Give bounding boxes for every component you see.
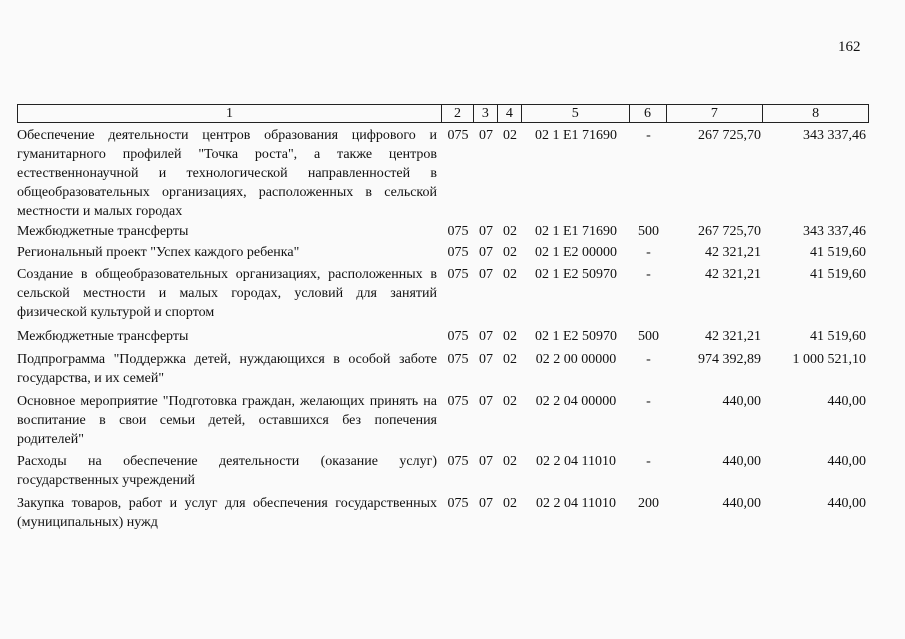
row-amount-col8: 343 337,46 bbox=[803, 224, 866, 239]
row-description: Подпрограмма "Поддержка детей, нуждающихся в особой заботе государства, и их семей" bbox=[17, 352, 437, 386]
row-section: 07 bbox=[479, 496, 493, 511]
row-target-article: 02 2 04 11010 bbox=[536, 496, 616, 511]
header-col-6: 6 bbox=[630, 105, 667, 122]
row-description: Создание в общеобразовательных организациях, расположенных в сельской местности и малых городах, условий для занятий физической культурой и спортом bbox=[17, 267, 437, 320]
row-target-article: 02 1 E2 50970 bbox=[534, 267, 618, 282]
row-subsection: 02 bbox=[503, 394, 517, 409]
header-col-8: 8 bbox=[812, 106, 820, 121]
table-row bbox=[17, 265, 869, 322]
row-ministry-code: 075 bbox=[447, 245, 469, 260]
header-col-4: 4 bbox=[498, 105, 522, 122]
row-expense-type: 500 bbox=[638, 329, 659, 344]
row-amount-col8: 41 519,60 bbox=[810, 329, 866, 344]
row-subsection: 02 bbox=[503, 454, 517, 469]
row-subsection: 02 bbox=[503, 496, 517, 511]
row-amount-col7: 440,00 bbox=[722, 496, 761, 511]
row-section: 07 bbox=[479, 454, 493, 469]
header-col-5: 5 bbox=[522, 105, 630, 122]
row-subsection: 02 bbox=[503, 245, 517, 260]
row-ministry-code: 075 bbox=[447, 394, 469, 409]
row-amount-col7: 267 725,70 bbox=[698, 224, 761, 239]
row-ministry-code: 075 bbox=[447, 352, 469, 367]
row-amount-col8: 41 519,60 bbox=[810, 267, 866, 282]
row-section: 07 bbox=[479, 329, 493, 344]
row-amount-col7: 440,00 bbox=[722, 454, 761, 469]
row-amount-col7: 440,00 bbox=[722, 394, 761, 409]
row-amount-col8: 440,00 bbox=[827, 454, 866, 469]
row-amount-col8: 440,00 bbox=[827, 394, 866, 409]
row-description: Закупка товаров, работ и услуг для обеспечения государственных (муниципальных) нужд bbox=[17, 496, 437, 530]
row-subsection: 02 bbox=[503, 329, 517, 344]
row-amount-col7: 267 725,70 bbox=[698, 128, 761, 143]
row-expense-type: - bbox=[646, 267, 651, 282]
row-amount-col7: 42 321,21 bbox=[705, 267, 761, 282]
row-amount-col8: 440,00 bbox=[827, 496, 866, 511]
row-target-article: 02 2 04 00000 bbox=[535, 394, 617, 409]
row-ministry-code: 075 bbox=[447, 496, 469, 511]
row-target-article: 02 2 00 00000 bbox=[535, 352, 617, 367]
header-col-1: 1 bbox=[18, 105, 442, 122]
row-ministry-code: 075 bbox=[447, 329, 469, 344]
table-header bbox=[17, 104, 869, 123]
row-amount-col7: 974 392,89 bbox=[698, 352, 761, 367]
row-expense-type: 500 bbox=[638, 224, 659, 239]
row-section: 07 bbox=[479, 394, 493, 409]
row-subsection: 02 bbox=[503, 224, 517, 239]
row-target-article: 02 1 E2 00000 bbox=[534, 245, 618, 260]
row-expense-type: - bbox=[646, 128, 651, 143]
row-amount-col7: 42 321,21 bbox=[705, 245, 761, 260]
row-expense-type: 200 bbox=[638, 496, 659, 511]
table-row bbox=[17, 494, 869, 532]
row-section: 07 bbox=[479, 245, 493, 260]
row-target-article: 02 1 E1 71690 bbox=[534, 224, 618, 239]
row-description: Региональный проект "Успех каждого ребенка" bbox=[17, 245, 300, 260]
header-col-2: 2 bbox=[442, 105, 474, 122]
row-subsection: 02 bbox=[503, 267, 517, 282]
table-row bbox=[17, 392, 869, 449]
row-ministry-code: 075 bbox=[447, 224, 469, 239]
table-row bbox=[17, 327, 869, 346]
table-row bbox=[17, 126, 869, 221]
row-expense-type: - bbox=[646, 352, 651, 367]
table-row bbox=[17, 350, 869, 388]
row-ministry-code: 075 bbox=[447, 128, 469, 143]
header-col-3: 3 bbox=[474, 105, 498, 122]
row-amount-col8: 1 000 521,10 bbox=[792, 352, 866, 367]
row-section: 07 bbox=[479, 267, 493, 282]
row-target-article: 02 1 E1 71690 bbox=[534, 128, 618, 143]
row-description: Расходы на обеспечение деятельности (оказание услуг) государственных учреждений bbox=[17, 454, 437, 488]
row-subsection: 02 bbox=[503, 352, 517, 367]
row-amount-col8: 41 519,60 bbox=[810, 245, 866, 260]
row-ministry-code: 075 bbox=[447, 267, 469, 282]
table-row bbox=[17, 222, 869, 241]
row-subsection: 02 bbox=[503, 128, 517, 143]
row-expense-type: - bbox=[646, 454, 651, 469]
row-expense-type: - bbox=[646, 394, 651, 409]
row-section: 07 bbox=[479, 224, 493, 239]
row-target-article: 02 2 04 11010 bbox=[536, 454, 616, 469]
row-section: 07 bbox=[479, 128, 493, 143]
row-section: 07 bbox=[479, 352, 493, 367]
header-col-7: 7 bbox=[667, 105, 764, 122]
row-description: Основное мероприятие "Подготовка граждан, желающих принять на воспитание в свои семьи детей, оставшихся без попечения родителей" bbox=[17, 394, 437, 447]
table-row bbox=[17, 452, 869, 490]
row-amount-col8: 343 337,46 bbox=[803, 128, 866, 143]
row-expense-type: - bbox=[646, 245, 651, 260]
row-description: Межбюджетные трансферты bbox=[17, 329, 189, 344]
row-description: Обеспечение деятельности центров образования цифрового и гуманитарного профилей "Точка роста", а также центров естественнонаучной и технологической направленностей в общеобразовательных организациях, расположенных в сельской местности и малых городах bbox=[17, 128, 437, 219]
row-ministry-code: 075 bbox=[447, 454, 469, 469]
row-amount-col7: 42 321,21 bbox=[705, 329, 761, 344]
table-row bbox=[17, 243, 869, 262]
page-number: 162 bbox=[838, 39, 861, 55]
row-description: Межбюджетные трансферты bbox=[17, 224, 189, 239]
row-target-article: 02 1 E2 50970 bbox=[534, 329, 618, 344]
